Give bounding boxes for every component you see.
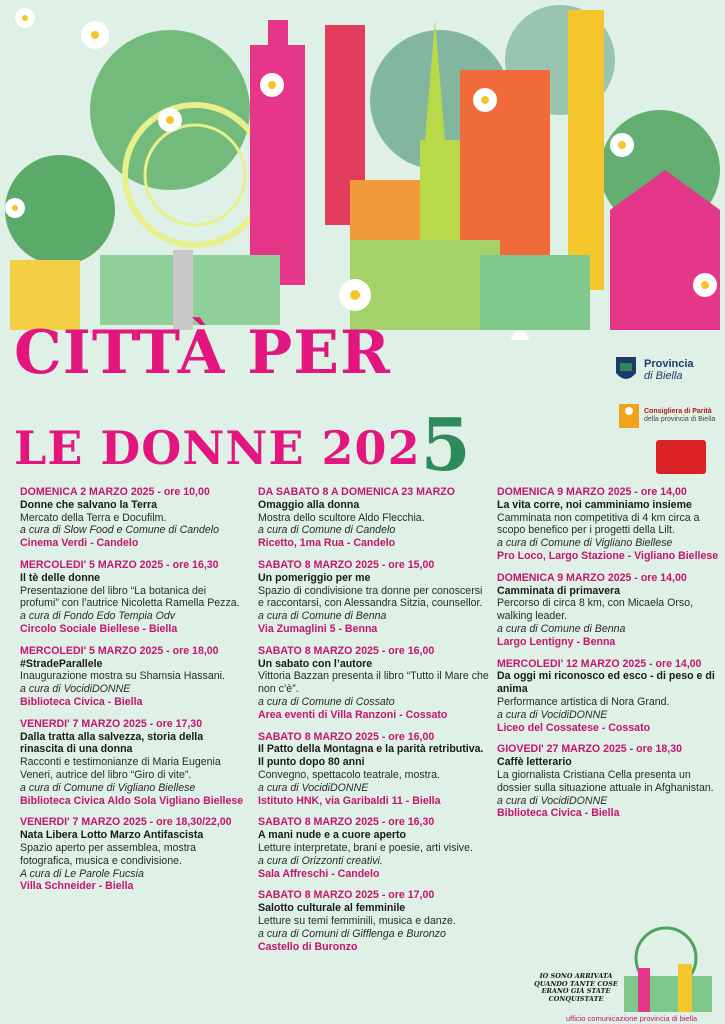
event-item [20, 645, 245, 709]
event-place: Biblioteca Civica Aldo Sola Vigliano Biellese [20, 794, 244, 807]
event-desc: Inaugurazione mostra su Shamsia Hassani. [20, 670, 225, 683]
event-org: a cura di Comuni di Gifflenga e Buronzo [258, 927, 446, 940]
event-org: a cura di VocidiDONNE [258, 781, 369, 794]
provincia-crest-icon [614, 355, 638, 385]
event-org: a cura di VocidiDONNE [20, 683, 131, 696]
event-org: A cura di Le Parole Fucsia [20, 867, 144, 880]
event-org: a cura di Comune di Candelo [258, 524, 396, 537]
event-org: a cura di Orizzonti creativi. [258, 854, 383, 867]
title-line2-accent: 5 [420, 402, 472, 487]
event-date: DOMENICA 9 MARZO 2025 - ore 14,00 [497, 486, 687, 498]
event-item [258, 889, 490, 953]
ferris-wheel-mini-illustration [618, 918, 718, 1014]
event-desc: Presentazione del libro “La botanica dei profumi” con l’autrice Nicoletta Ramella Pezza. [20, 584, 240, 610]
event-title: Da oggi mi riconosco ed esco - di peso e di anima [497, 670, 715, 696]
event-org: a cura di Comune di Vigliano Biellese [20, 781, 196, 794]
poster-title-line-1: CITTÀ PER [14, 318, 391, 388]
event-title: Dalla tratta alla salvezza, storia della rinascita di una donna [20, 730, 204, 756]
event-date: SABATO 8 MARZO 2025 - ore 16,00 [258, 730, 435, 743]
event-org: a cura di Comune di Benna [497, 622, 626, 635]
event-place: Biblioteca Civica - Biella [497, 807, 620, 820]
event-item [497, 658, 722, 735]
event-date: SABATO 8 MARZO 2025 - ore 15,00 [258, 558, 435, 571]
event-title: La vita corre, noi camminiamo insieme [497, 498, 692, 511]
event-place: Biblioteca Civica - Biella [20, 695, 143, 708]
event-title: Il Patto della Montagna e la parità retributiva. Il punto dopo 80 anni [258, 743, 484, 769]
event-item [497, 572, 722, 649]
event-place: Ricetto, 1ma Rua - Candelo [258, 537, 396, 550]
event-item [258, 731, 490, 808]
consigliera-figure-icon [618, 403, 640, 429]
event-place: Istituto HNK, via Garibaldi 11 - Biella [258, 794, 441, 807]
event-date: VENERDI' 7 MARZO 2025 - ore 17,30 [20, 717, 203, 730]
event-place: Liceo del Cossatese - Cossato [497, 721, 651, 734]
events-column-1 [20, 486, 245, 902]
event-title: A mani nude e a cuore aperto [258, 829, 406, 842]
events-column-3 [497, 486, 722, 829]
event-org: a cura di Comune di Vigliano Biellese [497, 537, 673, 550]
event-desc: Spazio di condivisione tra donne per conoscersi e raccontarsi, con Alessandra Sitzia, counsellor. [258, 584, 483, 610]
event-date: VENERDI' 7 MARZO 2025 - ore 18,30/22,00 [20, 816, 232, 829]
event-date: SABATO 8 MARZO 2025 - ore 17,00 [258, 889, 435, 902]
event-item [258, 645, 490, 722]
event-item [497, 486, 722, 563]
event-item [20, 486, 245, 550]
event-item [20, 559, 245, 636]
event-title: #StradeParallele [20, 657, 103, 670]
event-date: SABATO 8 MARZO 2025 - ore 16,00 [258, 644, 435, 657]
event-desc: Letture interpretate, brani e poesie, arti visive. [258, 841, 473, 854]
title-line2-main: LE DONNE 202 [14, 421, 421, 475]
event-org: a cura di Comune di Cossato [258, 695, 395, 708]
event-desc: Racconti e testimonianze di Maria Eugenia Veneri, autrice del libro “Giro di vite”. [20, 756, 221, 781]
event-item [258, 486, 490, 550]
event-item [20, 816, 245, 893]
event-org: a cura di VocidiDONNE [497, 708, 608, 721]
event-item [258, 816, 490, 880]
event-desc: Percorso di circa 8 km, con Micaela Orso, walking leader. [497, 597, 694, 623]
consigliera-parita-logo [618, 403, 723, 429]
provincia-name-line1: Provincia [644, 358, 694, 370]
event-place: Cinema Verdi - Candelo [20, 537, 139, 550]
footer-credit: ufficio comunicazione provincia di biella [566, 1014, 698, 1023]
event-org: a cura di VocidiDONNE [497, 794, 608, 807]
city-skyline-illustration [0, 0, 725, 340]
event-title: Omaggio alla donna [258, 498, 360, 511]
event-place: Circolo Sociale Biellese - Biella [20, 622, 178, 635]
event-date: GIOVEDI' 27 MARZO 2025 - ore 18,30 [497, 743, 683, 756]
event-place: Sala Affreschi - Candelo [258, 867, 380, 880]
event-desc: Mostra dello scultore Aldo Flecchia. [258, 511, 425, 524]
event-title: Un sabato con l’autore [258, 657, 373, 670]
event-desc: Vittoria Bazzan presenta il libro “Tutto il Mare che non c’è”. [258, 670, 489, 696]
event-title: Il tè delle donne [20, 571, 101, 584]
event-date: DOMENICA 2 MARZO 2025 - ore 10,00 [20, 486, 210, 498]
event-place: Pro Loco, Largo Stazione - Vigliano Biellese [497, 549, 719, 562]
event-title: Donne che salvano la Terra [20, 498, 157, 511]
events-column-2 [258, 486, 490, 962]
event-title: Camminata di primavera [497, 584, 621, 597]
event-date: SABATO 8 MARZO 2025 - ore 16,30 [258, 816, 435, 829]
event-desc: Camminata non competitiva di 4 km circa a scopo benefico per i progetti della Lilt. [497, 511, 700, 537]
event-date: MERCOLEDI' 12 MARZO 2025 - ore 14,00 [497, 657, 702, 670]
event-item [258, 559, 490, 636]
event-place: Via Zumaglini 5 - Benna [258, 622, 378, 635]
event-place: Largo Lentigny - Benna [497, 635, 616, 648]
consigliera-line1: Consigliera di Parità [644, 408, 712, 415]
event-desc: La giornalista Cristiana Cella presenta un dossier sulla situazione attuale in Afghanistan. [497, 768, 714, 794]
event-date: MERCOLEDI' 5 MARZO 2025 - ore 16,30 [20, 558, 219, 571]
poster-title-line-2 [14, 396, 472, 487]
event-title: Nata Libera Lotto Marzo Antifascista [20, 829, 204, 842]
footer-quote: IO SONO ARRIVATA QUANDO TANTE COSE ERANO GIÀ STATE CONQUISTATE [534, 972, 618, 1003]
provincia-name-line2: di Biella [644, 370, 683, 382]
event-desc: Convegno, spettacolo teatrale, mostra. [258, 768, 440, 781]
event-date: DA SABATO 8 A DOMENICA 23 MARZO [258, 486, 455, 498]
event-item [497, 743, 722, 820]
consigliera-line2: della provincia di Biella [644, 416, 716, 423]
event-date: DOMENICA 9 MARZO 2025 - ore 14,00 [497, 571, 687, 584]
event-place: Castello di Buronzo [258, 940, 358, 953]
event-item [20, 718, 245, 808]
provincia-biella-logo [614, 355, 694, 385]
event-desc: Performance artistica di Nora Grand. [497, 695, 670, 708]
event-title: Salotto culturale al femminile [258, 902, 406, 915]
event-title: Un pomeriggio per me [258, 571, 371, 584]
event-desc: Mercato della Terra e Docufilm. [20, 511, 167, 524]
event-title: Caffè letterario [497, 756, 572, 769]
event-date: MERCOLEDI' 5 MARZO 2025 - ore 18,00 [20, 644, 219, 657]
event-desc: Letture su temi femminili, musica e danze. [258, 914, 456, 927]
event-place: Area eventi di Villa Ranzoni - Cossato [258, 708, 448, 721]
event-org: a cura di Slow Food e Comune di Candelo [20, 524, 220, 537]
event-org: a cura di Fondo Edo Tempia Odv [20, 610, 176, 623]
event-place: Villa Schneider - Biella [20, 880, 134, 893]
association-red-logo [656, 440, 706, 474]
event-org: a cura di Comune di Benna [258, 610, 387, 623]
event-desc: Spazio aperto per assemblea, mostra fotografica, musica e condivisione. [20, 841, 197, 867]
